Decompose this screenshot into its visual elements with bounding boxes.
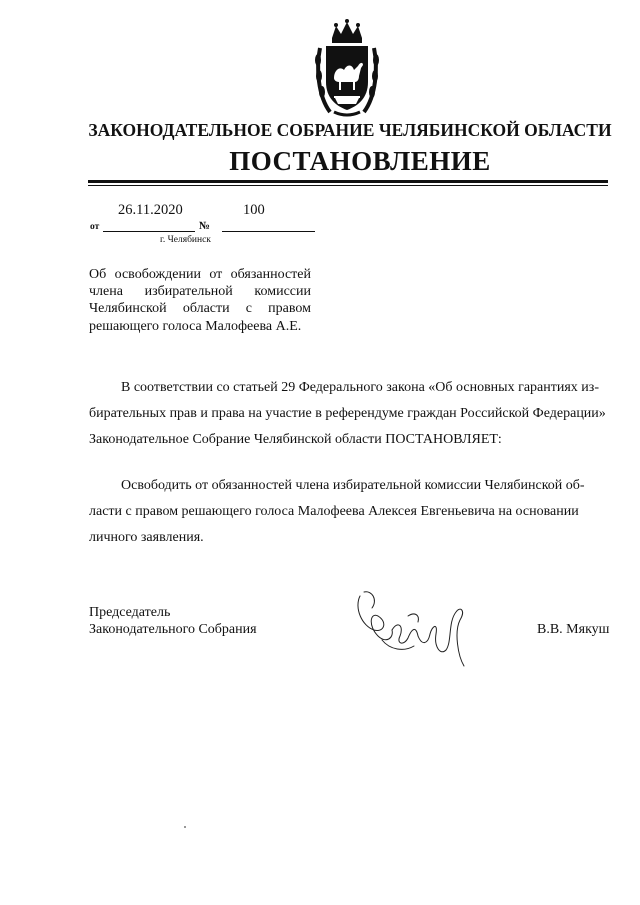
scan-speck [184, 826, 186, 828]
coat-of-arms-icon [314, 18, 380, 118]
document-date: 26.11.2020 [118, 202, 183, 218]
number-underline [222, 231, 315, 232]
date-label: от [90, 222, 100, 232]
header-rule-thin [88, 185, 608, 186]
city-label: г. Челябинск [160, 235, 211, 245]
paragraph-line: Законодательное Собрание Челябинской области ПОСТАНОВЛЯЕТ: [89, 432, 502, 447]
date-underline [103, 231, 195, 232]
body-paragraph-2 [89, 473, 609, 551]
document-subject: Об освобождении от обязанностей члена избирательной комиссии Челябинской области с правом решающего голоса Малофеева А.Е. [89, 267, 311, 334]
header-rule-thick [88, 180, 608, 183]
paragraph-line: ласти с правом решающего голоса Малофеева Алексея Евгеньевича на основании [89, 504, 579, 519]
signer-name: В.В. Мякуш [537, 622, 610, 637]
paragraph-line: личного заявления. [89, 530, 204, 545]
number-label: № [199, 220, 211, 232]
paragraph-line: В соответствии со статьей 29 Федерального закона «Об основных гарантиях из- [121, 380, 599, 395]
document-type-heading: ПОСТАНОВЛЕНИЕ [229, 146, 491, 176]
signer-position-line-1: Председатель [89, 605, 171, 620]
organization-title: ЗАКОНОДАТЕЛЬНОЕ СОБРАНИЕ ЧЕЛЯБИНСКОЙ ОБЛАСТИ [88, 120, 612, 140]
signer-position-line-2: Законодательного Собрания [89, 622, 257, 637]
paragraph-line: Освободить от обязанностей члена избирательной комиссии Челябинской об- [121, 478, 585, 493]
handwritten-signature-icon [348, 586, 478, 668]
body-paragraph-1 [89, 375, 609, 453]
document-number: 100 [243, 202, 265, 218]
paragraph-line: бирательных прав и права на участие в референдуме граждан Российской Федерации» [89, 406, 606, 421]
